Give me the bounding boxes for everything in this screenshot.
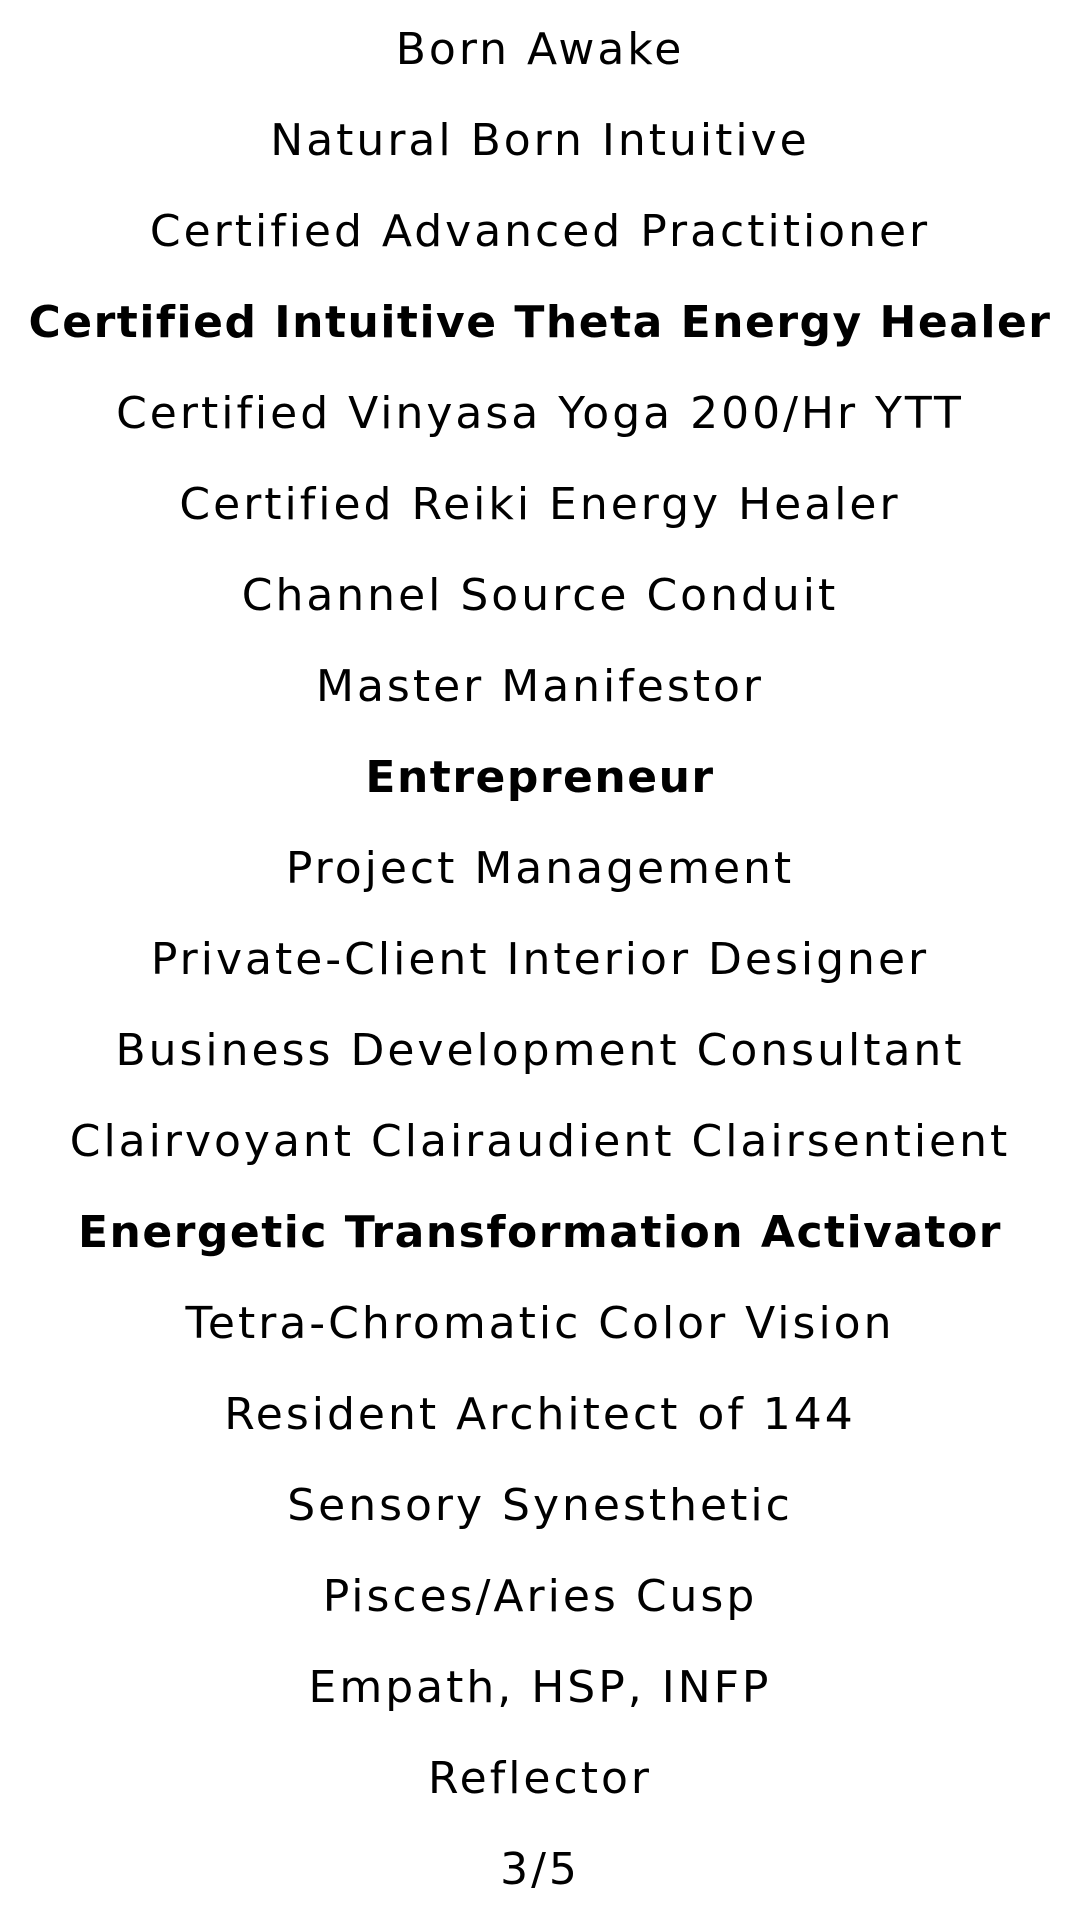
credential-item: Energetic Transformation Activator <box>77 1207 1003 1258</box>
credential-item: Empath, HSP, INFP <box>308 1662 772 1713</box>
credential-item: Project Management <box>285 843 795 894</box>
credential-item: Business Development Consultant <box>115 1025 965 1076</box>
credential-item: Sensory Synesthetic <box>287 1480 793 1531</box>
credential-item: Resident Architect of 144 <box>224 1389 856 1440</box>
credential-item: Certified Intuitive Theta Energy Healer <box>28 297 1052 348</box>
credential-item: Reflector <box>428 1753 652 1804</box>
credential-item: Private-Client Interior Designer <box>150 934 930 985</box>
credential-item: 3/5 <box>500 1844 580 1895</box>
credential-item: Certified Vinyasa Yoga 200/Hr YTT <box>116 388 964 439</box>
credential-item: Certified Advanced Practitioner <box>149 206 931 257</box>
credential-item: Master Manifestor <box>315 661 765 712</box>
credential-item: Tetra-Chromatic Color Vision <box>185 1298 895 1349</box>
credential-item: Certified Reiki Energy Healer <box>179 479 901 530</box>
credential-item: Channel Source Conduit <box>241 570 839 621</box>
credential-item: Entrepreneur <box>365 752 715 803</box>
credential-item: Pisces/Aries Cusp <box>322 1571 758 1622</box>
credential-item: Born Awake <box>395 24 685 75</box>
credential-item: Natural Born Intuitive <box>270 115 810 166</box>
credential-item: Clairvoyant Clairaudient Clairsentient <box>69 1116 1011 1167</box>
